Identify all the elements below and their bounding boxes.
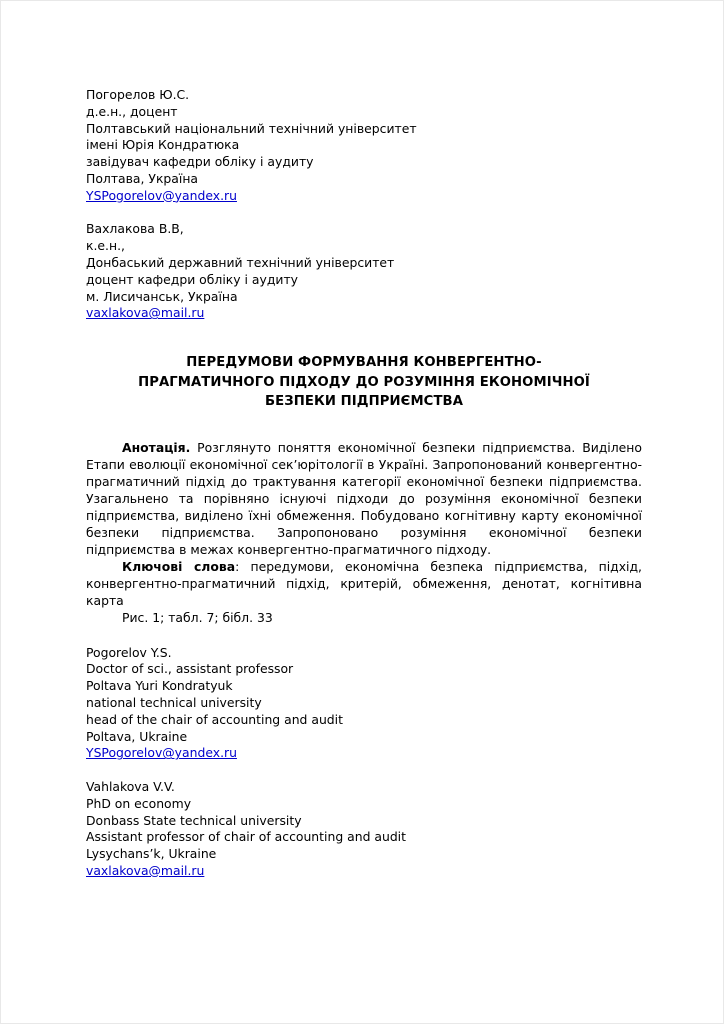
author-name: Vahlakova V.V.: [86, 779, 175, 795]
document-content: [86, 87, 642, 880]
author-block-uk-1: [86, 87, 642, 205]
author-degree: д.е.н., доцент: [86, 103, 178, 119]
author-affiliation-line1: Poltava Yuri Kondratyuk: [86, 678, 233, 694]
author-position: завідувач кафедри обліку і аудиту: [86, 154, 314, 170]
author-degree: PhD on economy: [86, 795, 192, 811]
article-title-line-2: ПРАГМАТИЧНОГО ПІДХОДУ ДО РОЗУМІННЯ ЕКОНОМІЧНОЇ: [138, 374, 590, 390]
author-city: м. Лисичанськ, Україна: [86, 288, 238, 304]
keywords-body: передумови, економічна безпека підприємства, підхід, конвергентно-прагматичний підхід, критерій, обмеження, денотат, когнітивна карта: [86, 558, 642, 608]
spacer: [86, 205, 642, 222]
author-city: Полтава, Україна: [86, 170, 199, 186]
keywords-label: Ключові слова: [122, 558, 236, 574]
keywords-paragraph: [86, 558, 642, 609]
author-position: Assistant professor of chair of accounting and audit: [86, 829, 406, 845]
author-affiliation-line2: national technical university: [86, 695, 262, 711]
author-block-en-1: [86, 645, 642, 763]
author-email-link[interactable]: vaxlakova@mail.ru: [86, 305, 205, 321]
author-email-link[interactable]: vaxlakova@mail.ru: [86, 863, 205, 879]
author-city: Lysychans’k, Ukraine: [86, 846, 217, 862]
article-title-line-3: БЕЗПЕКИ ПІДПРИЄМСТВА: [264, 394, 464, 410]
spacer: [86, 626, 642, 645]
author-degree: к.е.н.,: [86, 238, 125, 254]
author-name: Pogorelov Y.S.: [86, 644, 172, 660]
author-name: Вахлакова В.В,: [86, 221, 184, 237]
author-affiliation-line1: Полтавський національний технічний університет: [86, 120, 417, 136]
author-affiliation-line1: Донбаський державний технічний університет: [86, 254, 395, 270]
article-title: [86, 353, 642, 412]
author-position: доцент кафедри обліку і аудиту: [86, 271, 298, 287]
author-affiliation-line1: Donbass State technical university: [86, 812, 302, 828]
author-name: Погорелов Ю.С.: [86, 87, 190, 102]
abstract-label: Анотація.: [122, 439, 191, 455]
article-title-line-1: ПЕРЕДУМОВИ ФОРМУВАННЯ КОНВЕРГЕНТНО-: [186, 355, 542, 371]
author-block-en-2: [86, 779, 642, 880]
author-city: Poltava, Ukraine: [86, 728, 188, 744]
counts-line: Рис. 1; табл. 7; бібл. 33: [122, 609, 273, 625]
author-email-link[interactable]: YSPogorelov@yandex.ru: [86, 187, 237, 203]
abstract-paragraph: [86, 439, 642, 558]
author-email-link[interactable]: YSPogorelov@yandex.ru: [86, 745, 237, 761]
author-position: head of the chair of accounting and audit: [86, 711, 343, 727]
author-degree: Doctor of sci., assistant professor: [86, 661, 294, 677]
author-block-uk-2: [86, 221, 642, 322]
keywords-separator: :: [235, 558, 251, 574]
author-affiliation-line2: імені Юрія Кондратюка: [86, 137, 240, 153]
abstract-body: Розглянуто поняття економічної безпеки підприємства. Виділено Етапи еволюції економічної сек’юрітології в Україні. Запропонований конвергентно-прагматичний підхід до трактування категорії економічної безпеки підприємства. Узагальнено та порівняно існуючі підходи до розуміння економічної безпеки підприємства, виділено їхні обмеження. Побудовано когнітивну карту економічної безпеки підприємства. Запропоновано розуміння економічної безпеки підприємства в межах конвергентно-прагматичного підходу.: [86, 439, 642, 557]
spacer: [86, 762, 642, 779]
